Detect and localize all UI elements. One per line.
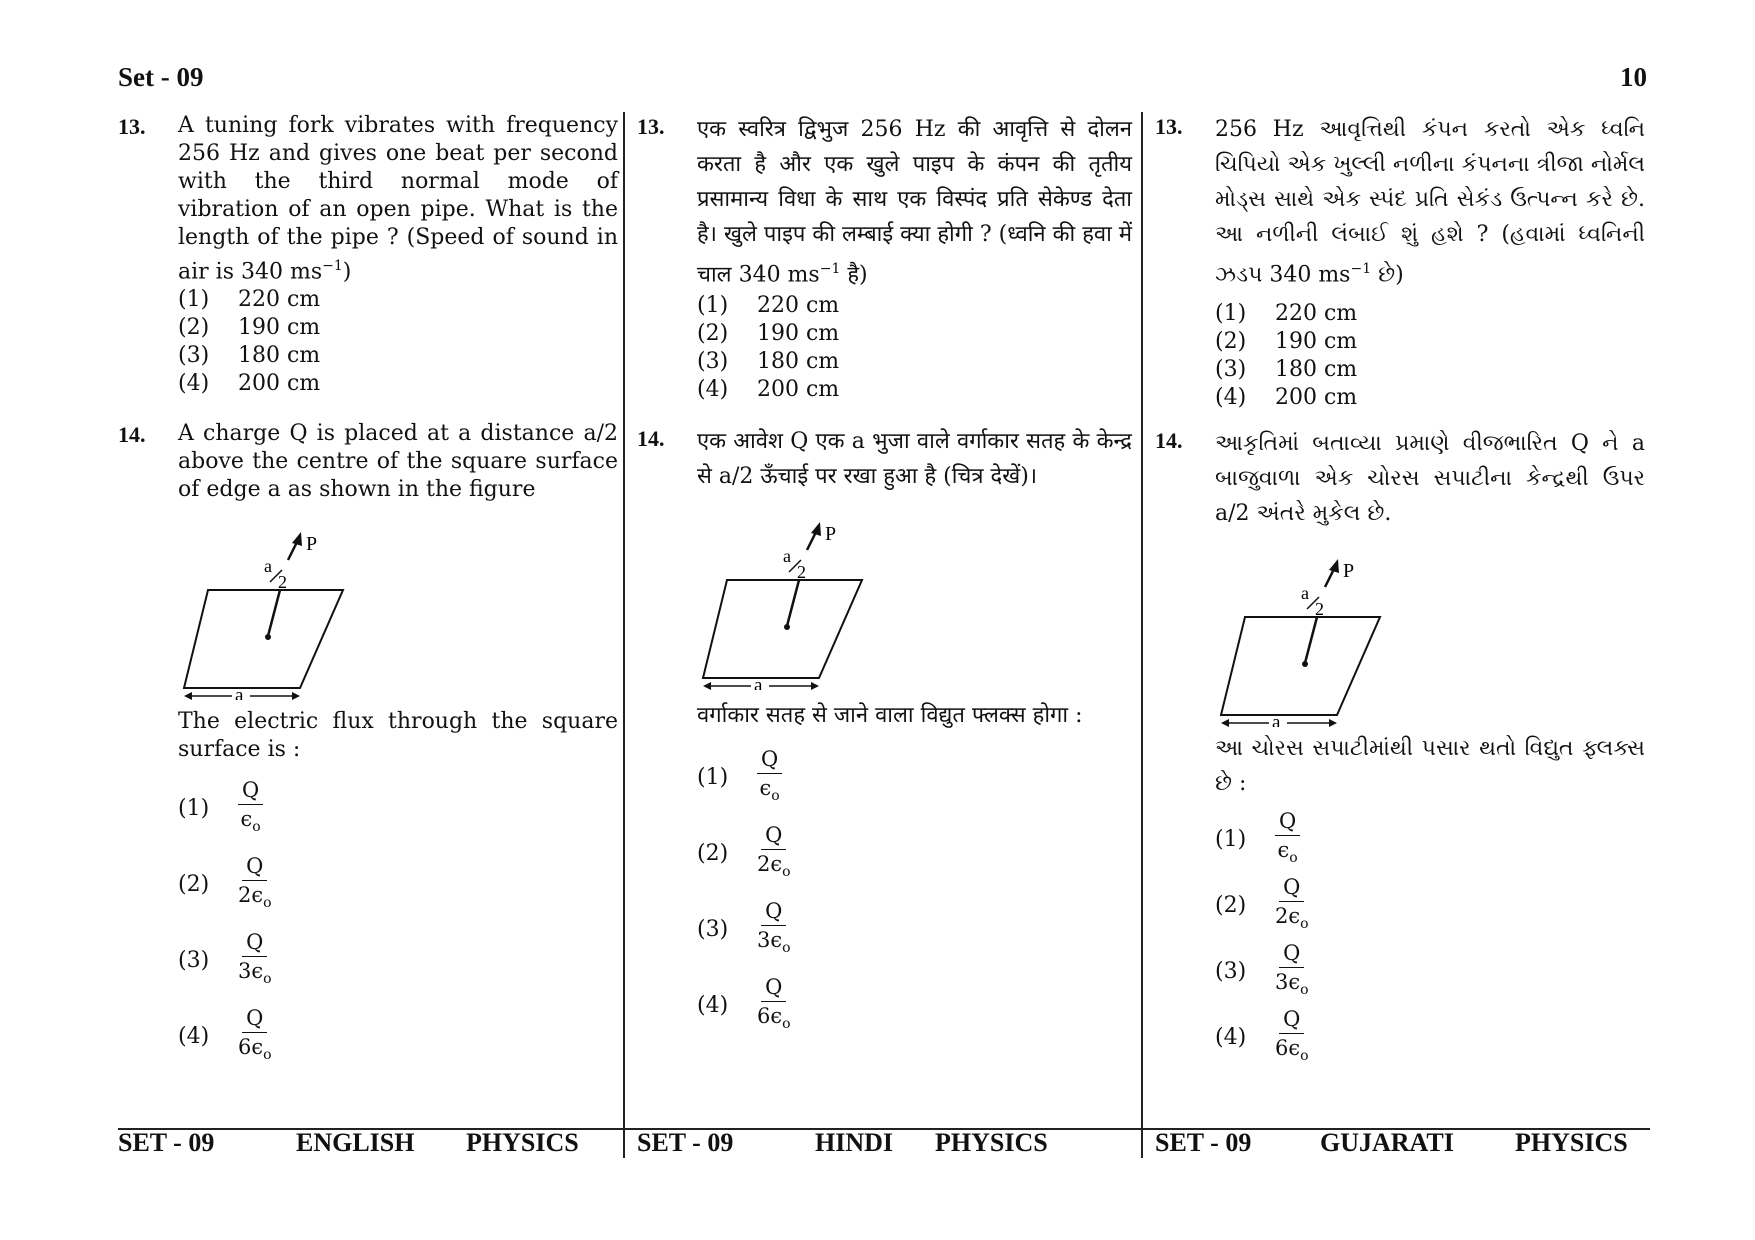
option: (1) 220 cm bbox=[178, 287, 321, 313]
option: (2) 190 cm bbox=[1215, 329, 1358, 355]
square-surface-figure bbox=[1215, 537, 1415, 727]
question-text-after: वर्गाकार सतह से जाने वाला विद्युत फ्लक्स होगा : bbox=[697, 703, 1083, 729]
option: (4) 200 cm bbox=[178, 371, 321, 397]
footer-set: SET - 09 bbox=[1155, 1128, 1252, 1157]
option: (3) 180 cm bbox=[697, 349, 840, 375]
question-number: 13. bbox=[637, 114, 665, 139]
edge-label: a bbox=[1272, 712, 1281, 728]
option: (1) 220 cm bbox=[697, 293, 840, 319]
option: (4) $\frac{Q}{6\epsilon_o}$ bbox=[1215, 1006, 1309, 1064]
svg-text:2: 2 bbox=[797, 562, 806, 583]
point-label: P bbox=[825, 523, 837, 546]
point-label: P bbox=[306, 533, 318, 556]
question-text: આકૃતિમાં બતાવ્યા પ્રમાણે વીજભારિત Q ને a બાજુવાળા એક ચોરસ સપાટીના કેન્દ્રથી ઉપર a/2 અંતરે મુકેલ છે. bbox=[1215, 431, 1645, 527]
question-text-after: આ ચોરસ સપાટીમાંથી પસાર થતો વિદ્યુત ફ્લક્સ છે : bbox=[1215, 736, 1645, 797]
svg-text:a: a bbox=[1301, 583, 1309, 604]
footer-subject: PHYSICS bbox=[466, 1128, 579, 1157]
question-text: एक आवेश Q एक a भुजा वाले वर्गाकार सतह के केन्द्र से a/2 ऊँचाई पर रखा हुआ है (चित्र देखें)। bbox=[697, 429, 1132, 490]
point-label: P bbox=[1343, 560, 1355, 583]
page-number: 10 bbox=[1620, 62, 1647, 92]
footer-language: ENGLISH bbox=[296, 1128, 415, 1157]
option: (3) $\frac{Q}{3\epsilon_o}$ bbox=[697, 898, 791, 956]
option: (1) $\frac{Q}{\epsilon_o}$ bbox=[697, 745, 1132, 809]
gujarati-column bbox=[1155, 112, 1645, 1069]
option: (4) $\frac{Q}{6\epsilon_o}$ bbox=[178, 1005, 272, 1063]
question-text: A tuning fork vibrates with frequency 256 Hz and gives one beat per second with the third normal mode of vibration of an open pipe. What is the length of the pipe ? (Speed of sound in air is 340 $ms^{-1}$) bbox=[178, 113, 618, 285]
question-13 bbox=[637, 112, 1132, 404]
question-text: एक स्वरित्र द्विभुज 256 Hz की आवृत्ति से दोलन करता है और एक खुले पाइप के कंपन की तृतीय प्रसामान्य विधा के साथ एक विस्पंद प्रति सेकेण्ड देता है। खुले पाइप की लम्बाई क्या होगी ? (ध्वनि की हवा में चाल 340 $ms^{-1}$ है) bbox=[697, 117, 1132, 288]
question-number: 13. bbox=[1155, 114, 1183, 139]
svg-text:a: a bbox=[783, 546, 791, 567]
column-divider bbox=[623, 112, 625, 1158]
option: (4) $\frac{Q}{6\epsilon_o}$ bbox=[697, 974, 791, 1032]
option: (2) $\frac{Q}{2\epsilon_o}$ bbox=[697, 822, 791, 880]
hindi-column bbox=[637, 112, 1132, 1037]
question-13 bbox=[1155, 112, 1645, 412]
question-14 bbox=[637, 424, 1132, 1037]
question-text: A charge Q is placed at a distance a/2 above the centre of the square surface of edge a as shown in the figure bbox=[178, 421, 618, 503]
square-surface-figure bbox=[178, 510, 378, 700]
question-text: 256 Hz આવૃત્તિથી કંપન કરતો એક ધ્વનિ ચિપિયો એક ખુલ્લી નળીના કંપનના ત્રીજા નોર્મલ મોડ્સ સાથે એક સ્પંદ પ્રતિ સેકંડ ઉત્પન્ન કરે છે. આ નળીની લંબાઈ શું હશે ? (હવામાં ધ્વનિની ઝડપ 340 $ms^{-1}$ છે) bbox=[1215, 117, 1645, 288]
svg-text:2: 2 bbox=[278, 572, 287, 593]
edge-label: a bbox=[754, 675, 763, 691]
question-13 bbox=[118, 112, 618, 398]
option: (3) 180 cm bbox=[178, 343, 321, 369]
option: (1) $\frac{Q}{\epsilon_o}$ bbox=[1215, 807, 1645, 871]
footer-subject: PHYSICS bbox=[935, 1128, 1048, 1157]
option: (3) 180 cm bbox=[1215, 357, 1358, 383]
option: (2) 190 cm bbox=[697, 321, 840, 347]
edge-label: a bbox=[235, 685, 244, 701]
english-column bbox=[118, 112, 618, 1068]
option: (2) $\frac{Q}{2\epsilon_o}$ bbox=[1215, 874, 1309, 932]
footer-language: HINDI bbox=[815, 1128, 894, 1157]
footer-language: GUJARATI bbox=[1320, 1128, 1454, 1157]
option: (2) $\frac{Q}{2\epsilon_o}$ bbox=[178, 853, 272, 911]
set-header: Set - 09 bbox=[118, 62, 204, 92]
square-surface-figure bbox=[697, 500, 897, 690]
option: (3) $\frac{Q}{3\epsilon_o}$ bbox=[1215, 940, 1309, 998]
column-divider bbox=[1141, 112, 1143, 1158]
option: (1) 220 cm bbox=[1215, 301, 1358, 327]
question-number: 14. bbox=[1155, 428, 1183, 454]
question-number: 14. bbox=[637, 426, 665, 452]
question-14 bbox=[118, 420, 618, 1068]
option: (1) $\frac{Q}{\epsilon_o}$ bbox=[178, 776, 618, 840]
footer-set: SET - 09 bbox=[637, 1128, 734, 1157]
option: (4) 200 cm bbox=[1215, 385, 1358, 411]
option: (3) $\frac{Q}{3\epsilon_o}$ bbox=[178, 929, 272, 987]
option: (2) 190 cm bbox=[178, 315, 321, 341]
footer-subject: PHYSICS bbox=[1515, 1128, 1628, 1157]
question-text-after: The electric flux through the square surface is : bbox=[178, 709, 618, 763]
svg-text:a: a bbox=[264, 556, 272, 577]
question-14 bbox=[1155, 426, 1645, 1069]
question-number: 13. bbox=[118, 114, 146, 139]
option: (4) 200 cm bbox=[697, 377, 840, 403]
question-number: 14. bbox=[118, 422, 146, 448]
footer-set: SET - 09 bbox=[118, 1128, 215, 1157]
svg-text:2: 2 bbox=[1315, 599, 1324, 620]
